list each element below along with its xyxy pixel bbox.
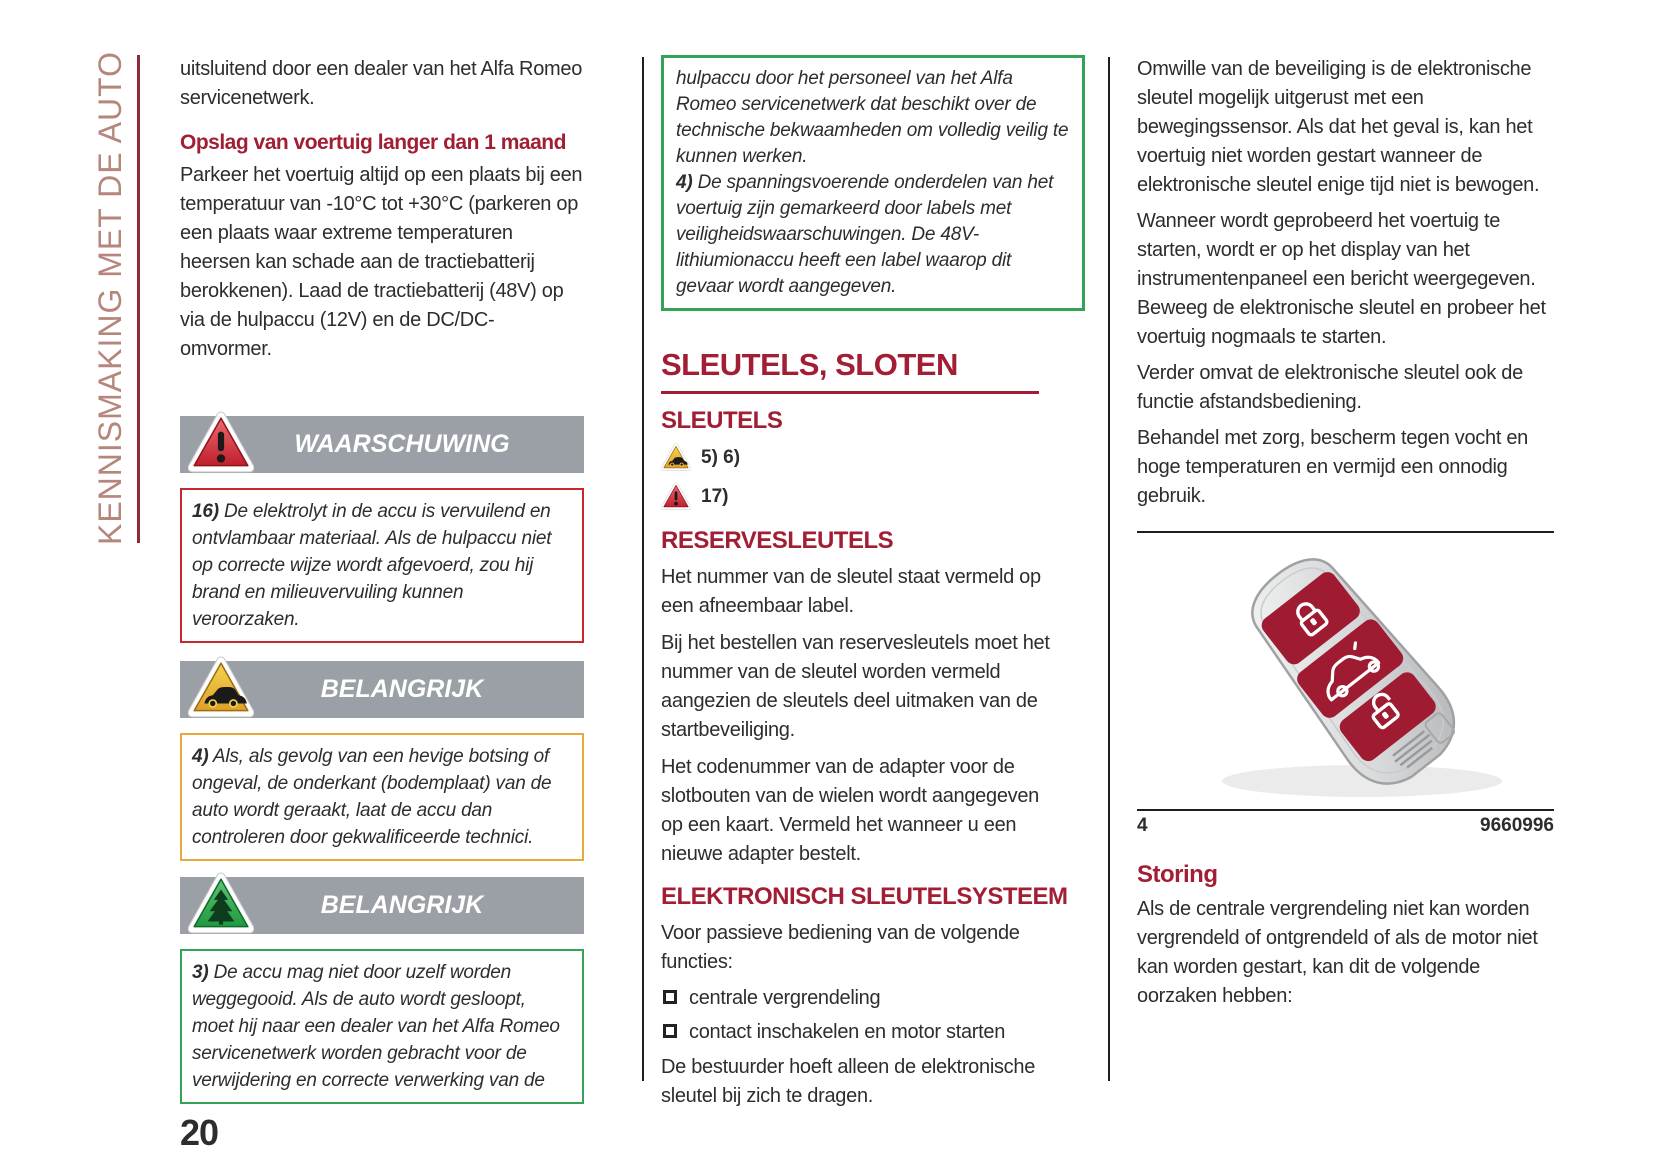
list-item [661, 986, 1085, 1011]
paragraph: Het codenummer van de adapter voor de slotbouten van de wielen wordt aangegeven op een kaart. Vermeld het wanneer u een nieuwe adapter bestelt. [661, 756, 1039, 865]
subheading-reservesleutels: RESERVESLEUTELS [661, 527, 894, 554]
storage-heading: Opslag van voertuig langer dan 1 maand [180, 131, 566, 154]
figure-caption-row [1137, 809, 1554, 837]
list-item-text: contact inschakelen en motor starten [689, 1021, 1006, 1043]
car-triangle-icon [188, 656, 254, 722]
section-heading-sleutels-sloten: SLEUTELS, SLOTEN [661, 347, 1039, 394]
note-text: Als, als gevolg van een hevige botsing of ongeval, de onderkant (bodemplaat) van de auto wordt geraakt, laat de accu dan controleren door gekwalificeerde technici. [192, 746, 552, 848]
paragraph: Verder omvat de elektronische sleutel ook de functie afstandsbediening. [1137, 362, 1523, 413]
tree-triangle-icon [188, 872, 254, 938]
note-text: De elektrolyt in de accu is vervuilend en ontvlambaar materiaal. Als de hulpaccu niet op correcte wijze wordt afgevoerd, zou hij brand en milieuvervuiling kunnen veroorzaken. [192, 501, 552, 630]
column-divider-1 [642, 57, 644, 1081]
column-3 [1137, 55, 1554, 1011]
paragraph: Als de centrale vergrendeling niet kan worden vergrendeld of ontgrendeld of als de motor niet kan worden gestart, kan dit de volgende oorzaken hebben: [1137, 898, 1538, 1007]
column-divider-2 [1108, 57, 1110, 1081]
paragraph: uitsluitend door een dealer van het Alfa Romeo servicenetwerk. [180, 58, 583, 109]
important-banner-1 [180, 661, 584, 718]
paragraph: Parkeer het voertuig altijd op een plaats bij een temperatuur van -10°C tot +30°C (parkeren op een plaats waar extreme temperaturen heersen kan schade aan de tractiebatterij berokkenen). Laad de tractiebatterij (48V) op via de hulpaccu (12V) en de DC/DC-omvormer. [180, 164, 583, 360]
warning-triangle-icon [661, 482, 691, 512]
note-number: 3) [192, 962, 209, 983]
note-text [676, 170, 1070, 300]
key-fob-illustration [1137, 533, 1554, 809]
square-bullet-icon [663, 990, 677, 1004]
note-number: 4) [676, 172, 693, 193]
continued-note-box [661, 55, 1085, 311]
subheading-sleutels: SLEUTELS [661, 407, 783, 434]
paragraph: De bestuurder hoeft alleen de elektronische sleutel bij zich te dragen. [661, 1056, 1036, 1107]
important-banner-label: BELANGRIJK [320, 891, 484, 919]
important-banner-2 [180, 877, 584, 934]
note-number: 4) [192, 746, 209, 767]
reference-numbers: 5) 6) [701, 447, 741, 468]
car-triangle-icon [661, 443, 691, 473]
figure-number: 4 [1137, 815, 1148, 836]
note-text: hulpaccu door het personeel van het Alfa Romeo servicenetwerk dat beschikt over de technische bekwaamheden om volledig veilig te kunnen werken. [676, 68, 1069, 167]
subheading-elektronisch-sleutelsysteem: ELEKTRONISCH SLEUTELSYSTEEM [661, 883, 1068, 910]
list-item [661, 1020, 1085, 1045]
figure-code: 9660996 [1480, 815, 1554, 836]
reference-numbers: 17) [701, 486, 729, 507]
column-1 [180, 55, 584, 1154]
chapter-title-vertical: KENNISMAKING MET DE AUTO [92, 50, 128, 545]
important-note-1 [180, 733, 584, 861]
warning-banner-label: WAARSCHUWING [294, 430, 510, 458]
reference-row-warning [661, 481, 1085, 513]
list-item-text: centrale vergrendeling [689, 987, 881, 1009]
important-banner-label: BELANGRIJK [320, 675, 484, 703]
note-text: De spanningsvoerende onderdelen van het voertuig zijn gemarkeerd door labels met veiligheidswaarschuwingen. De 48V-lithiumionaccu heeft een label waarop dit gevaar wordt aangegeven. [676, 172, 1054, 297]
square-bullet-icon [663, 1024, 677, 1038]
warning-note [180, 488, 584, 643]
warning-banner [180, 416, 584, 473]
paragraph: Wanneer wordt geprobeerd het voertuig te starten, wordt er op het display van het instrumentenpaneel een bericht weergegeven. Beweeg de elektronische sleutel en probeer het voertuig nogmaals te starten. [1137, 210, 1546, 348]
chapter-title-rule [137, 55, 140, 543]
page-number: 20 [180, 1112, 219, 1153]
paragraph: Bij het bestellen van reservesleutels moet het nummer van de sleutel worden vermeld aangezien de sleutels deel uitmaken van de startbeveiliging. [661, 632, 1050, 741]
paragraph: Voor passieve bediening van de volgende functies: [661, 922, 1020, 973]
storing-heading: Storing [1137, 861, 1218, 888]
key-fob-figure [1137, 531, 1554, 837]
note-number: 16) [192, 501, 219, 522]
warning-triangle-icon [188, 411, 254, 477]
note-text: De accu mag niet door uzelf worden weggegooid. Als de auto wordt gesloopt, moet hij naar een dealer van het Alfa Romeo servicenetwerk worden gebracht voor de verwijdering en correcte verwerking van de [192, 962, 560, 1091]
important-note-2 [180, 949, 584, 1104]
paragraph: Omwille van de beveiliging is de elektronische sleutel mogelijk uitgerust met een bewegingssensor. Als dat het geval is, kan het voertuig niet worden gestart wanneer de elektronische sleutel enige tijd niet is bewogen. [1137, 58, 1540, 196]
reference-row-important [661, 442, 1085, 474]
paragraph: Het nummer van de sleutel staat vermeld op een afneembaar label. [661, 566, 1041, 617]
column-2 [661, 55, 1085, 1111]
paragraph: Behandel met zorg, bescherm tegen vocht en hoge temperaturen en vermijd een onnodig gebruik. [1137, 427, 1528, 507]
